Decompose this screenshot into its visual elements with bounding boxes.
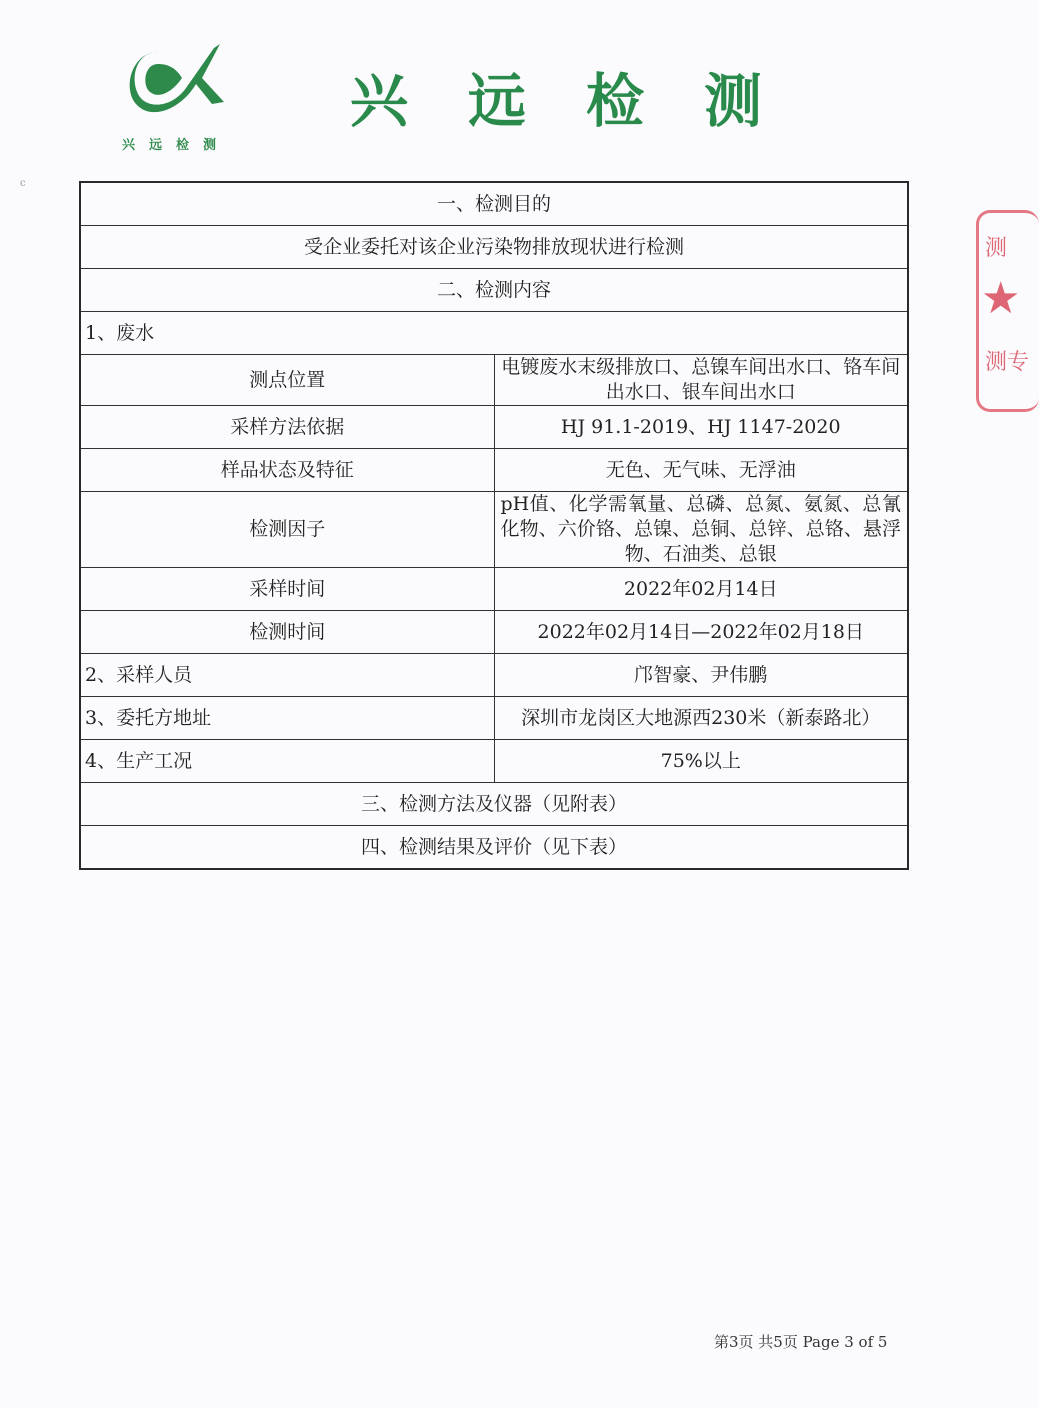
row-label-monitoring-point: 测点位置 <box>80 355 494 406</box>
row-value-sampling-time: 2022年02月14日 <box>494 568 908 611</box>
logo-fish-icon <box>128 38 232 134</box>
section1-title: 一、检测目的 <box>80 182 908 226</box>
row-value-detection-factors: pH值、化学需氧量、总磷、总氮、氨氮、总氰化物、六价铬、总镍、总铜、总锌、总铬、悬浮物、石油类、总银 <box>494 492 908 568</box>
row-label-sampling-method: 采样方法依据 <box>80 406 494 449</box>
red-seal-stamp <box>976 210 1039 412</box>
stamp-star-icon: ★ <box>981 273 1021 324</box>
samplers-value: 邝智豪、尹伟鹏 <box>494 654 908 697</box>
client-address-label: 3、委托方地址 <box>80 697 494 740</box>
table-row <box>80 783 908 826</box>
samplers-label: 2、采样人员 <box>80 654 494 697</box>
stamp-text-bottom: 测专 <box>985 350 1030 375</box>
row-label-sampling-time: 采样时间 <box>80 568 494 611</box>
production-label: 4、生产工况 <box>80 740 494 783</box>
row-value-sampling-method: HJ 91.1-2019、HJ 1147-2020 <box>494 406 908 449</box>
table-row <box>80 492 908 568</box>
row-label-detection-time: 检测时间 <box>80 611 494 654</box>
section4-title: 四、检测结果及评价（见下表） <box>80 826 908 870</box>
production-value: 75%以上 <box>494 740 908 783</box>
table-row <box>80 226 908 269</box>
table-row <box>80 182 908 226</box>
row-label-sample-state: 样品状态及特征 <box>80 449 494 492</box>
scan-mark: c <box>20 178 26 189</box>
table-row <box>80 406 908 449</box>
section3-title: 三、检测方法及仪器（见附表） <box>80 783 908 826</box>
company-logo <box>122 34 238 158</box>
table-row <box>80 449 908 492</box>
table-row <box>80 568 908 611</box>
company-name-title: 兴远检测 <box>350 67 823 135</box>
logo-caption: 兴远检测 <box>122 138 231 153</box>
detection-info-table <box>79 181 909 870</box>
section2-title: 二、检测内容 <box>80 269 908 312</box>
purpose-text: 受企业委托对该企业污染物排放现状进行检测 <box>80 226 908 269</box>
table-row <box>80 611 908 654</box>
row-label-detection-factors: 检测因子 <box>80 492 494 568</box>
table-row <box>80 654 908 697</box>
stamp-text-top: 测 <box>985 236 1008 261</box>
row-value-detection-time: 2022年02月14日—2022年02月18日 <box>494 611 908 654</box>
table-row <box>80 697 908 740</box>
table-row <box>80 312 908 355</box>
table-row <box>80 355 908 406</box>
client-address-value: 深圳市龙岗区大地源西230米（新泰路北） <box>494 697 908 740</box>
row-value-monitoring-point: 电镀废水末级排放口、总镍车间出水口、铬车间出水口、银车间出水口 <box>494 355 908 406</box>
table-row <box>80 826 908 870</box>
table-row <box>80 740 908 783</box>
wastewater-title: 1、废水 <box>80 312 908 355</box>
table-row <box>80 269 908 312</box>
page-footer: 第3页 共5页 Page 3 of 5 <box>714 1333 888 1351</box>
row-value-sample-state: 无色、无气味、无浮油 <box>494 449 908 492</box>
